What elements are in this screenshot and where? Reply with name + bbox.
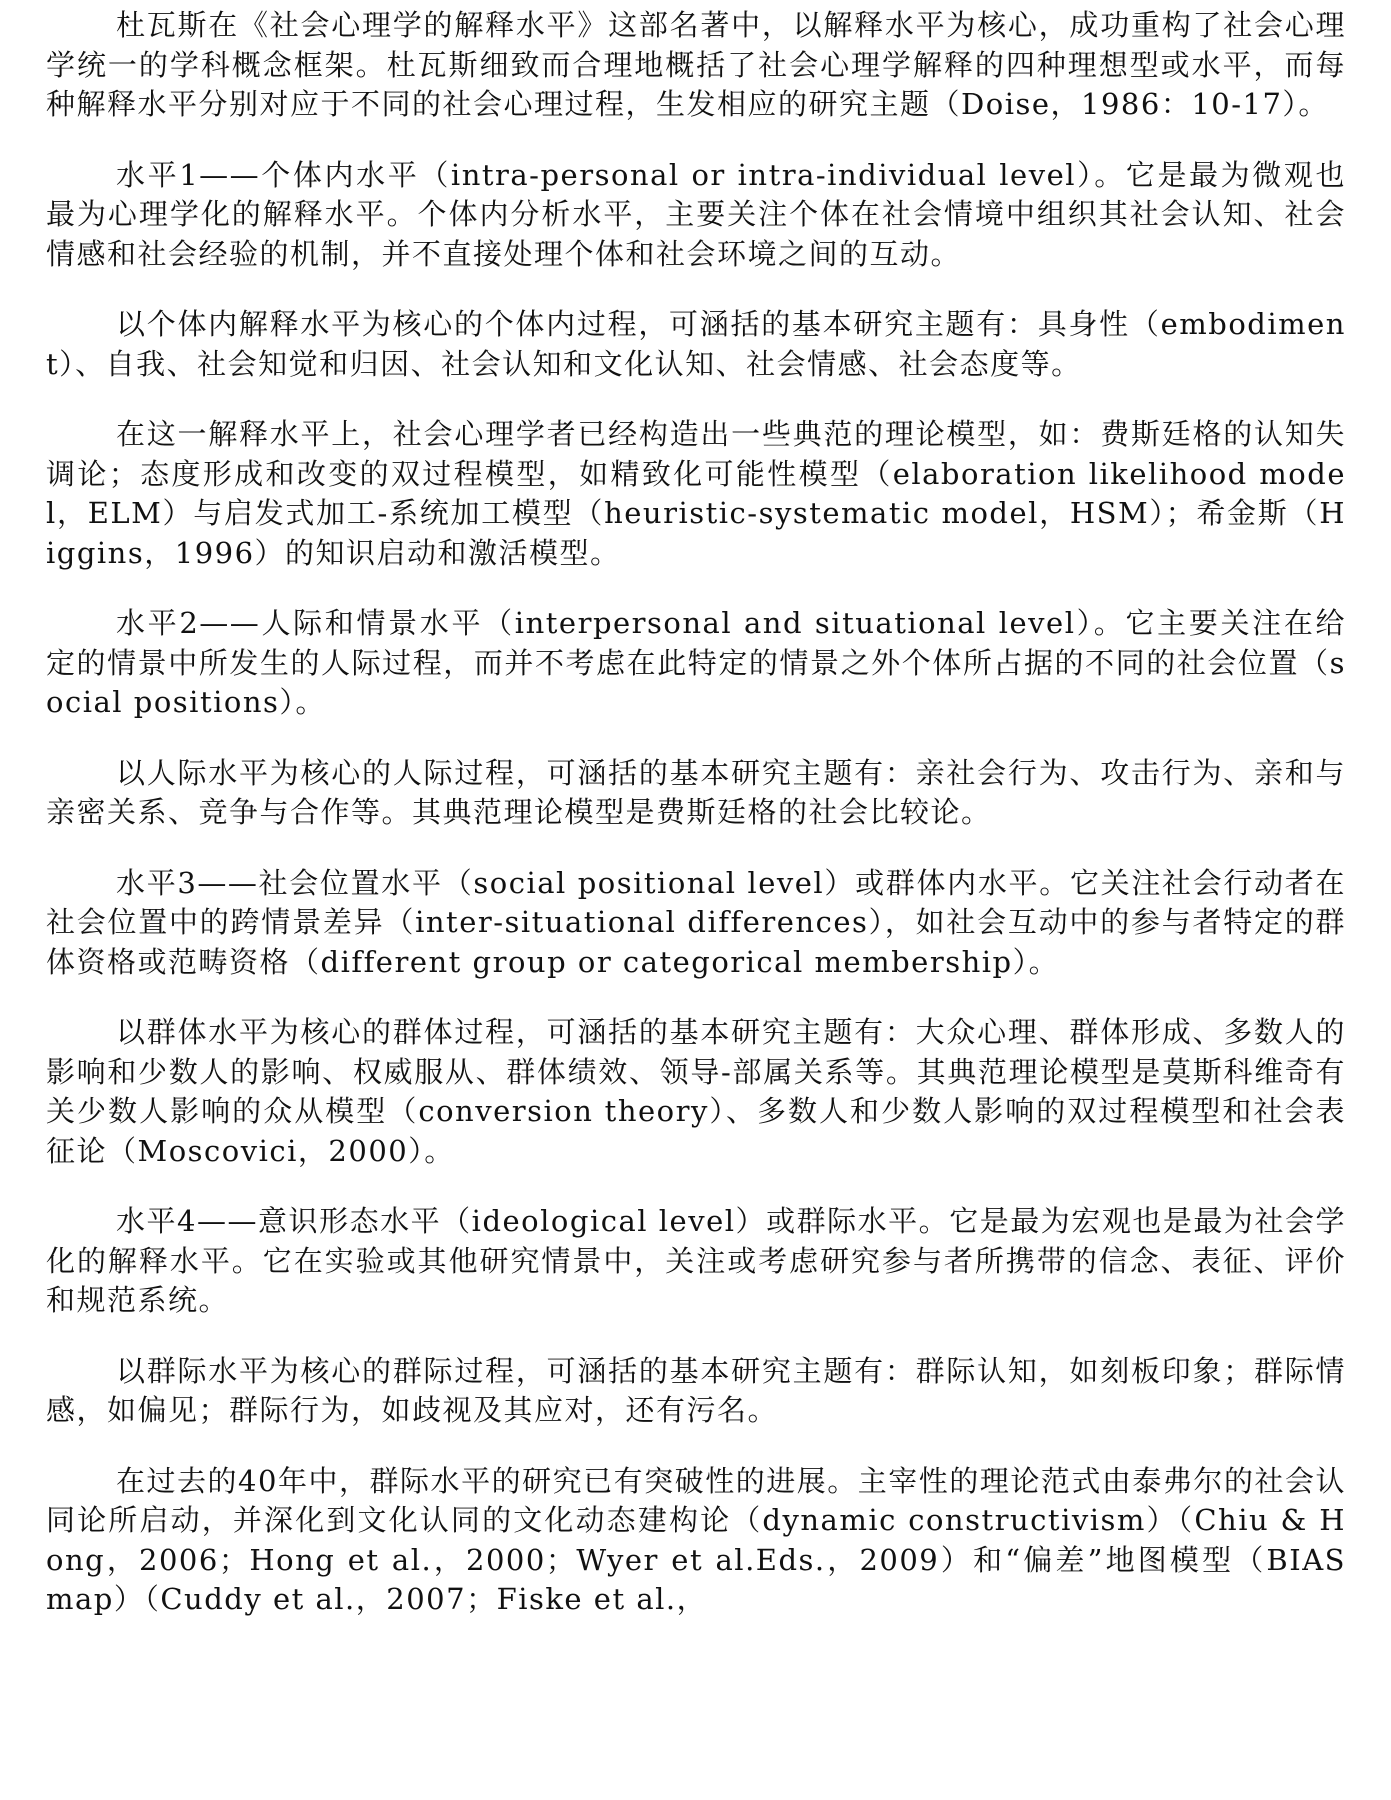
- paragraph-level-1: 水平1——个体内水平（intra-personal or intra-individual level）。它是最为微观也最为心理学化的解释水平。个体内分析水平，主要关注个体在社会情境中组织其社会认知、社会情感和社会经验的机制，并不直接处理个体和社会环境之间的互动。: [46, 157, 1346, 271]
- paragraph-level-4-topics: 以群际水平为核心的群际过程，可涵括的基本研究主题有：群际认知，如刻板印象；群际情感，如偏见；群际行为，如歧视及其应对，还有污名。: [46, 1353, 1346, 1427]
- paragraph-level-2-topics: 以人际水平为核心的人际过程，可涵括的基本研究主题有：亲社会行为、攻击行为、亲和与亲密关系、竞争与合作等。其典范理论模型是费斯廷格的社会比较论。: [46, 755, 1346, 829]
- paragraph-level-3-topics: 以群体水平为核心的群体过程，可涵括的基本研究主题有：大众心理、群体形成、多数人的影响和少数人的影响、权威服从、群体绩效、领导-部属关系等。其典范理论模型是莫斯科维奇有关少数人影响的众从模型（conversion theory）、多数人和少数人影响的双过程模型和社会表征论（Moscovici，2000）。: [46, 1015, 1346, 1168]
- paragraph-level-3: 水平3——社会位置水平（social positional level）或群体内水平。它关注社会行动者在社会位置中的跨情景差异（inter-situational differences），如社会互动中的参与者特定的群体资格或范畴资格（different group or categorical membership）。: [46, 865, 1346, 979]
- paragraph-level-1-topics: 以个体内解释水平为核心的个体内过程，可涵括的基本研究主题有：具身性（embodiment）、自我、社会知觉和归因、社会认知和文化认知、社会情感、社会态度等。: [46, 307, 1346, 381]
- document-page: [46, 6, 1346, 1651]
- paragraph-level-1-models: 在这一解释水平上，社会心理学者已经构造出一些典范的理论模型，如：费斯廷格的认知失调论；态度形成和改变的双过程模型，如精致化可能性模型（elaboration likelihood model，ELM）与启发式加工-系统加工模型（heuristic-systematic model，HSM）；希金斯（Higgins，1996）的知识启动和激活模型。: [46, 417, 1346, 570]
- paragraph-intergroup-progress: 在过去的40年中，群际水平的研究已有突破性的进展。主宰性的理论范式由泰弗尔的社会认同论所启动，并深化到文化认同的文化动态建构论（dynamic constructivism）（Chiu & Hong，2006；Hong et al.，2000；Wyer et al.Eds.，2009）和“偏差”地图模型（BIAS map）（Cuddy et al.，2007；Fiske et al.，: [46, 1463, 1346, 1616]
- paragraph-level-4: 水平4——意识形态水平（ideological level）或群际水平。它是最为宏观也是最为社会学化的解释水平。它在实验或其他研究情景中，关注或考虑研究参与者所携带的信念、表征、评价和规范系统。: [46, 1204, 1346, 1317]
- paragraph-doise-overview: 杜瓦斯在《社会心理学的解释水平》这部名著中，以解释水平为核心，成功重构了社会心理学统一的学科概念框架。杜瓦斯细致而合理地概括了社会心理学解释的四种理想型或水平，而每种解释水平分别对应于不同的社会心理过程，生发相应的研究主题（Doise，1986：10-17）。: [46, 8, 1346, 121]
- paragraph-level-2: 水平2——人际和情景水平（interpersonal and situational level）。它主要关注在给定的情景中所发生的人际过程，而并不考虑在此特定的情景之外个体所占据的不同的社会位置（social positions）。: [46, 606, 1346, 719]
